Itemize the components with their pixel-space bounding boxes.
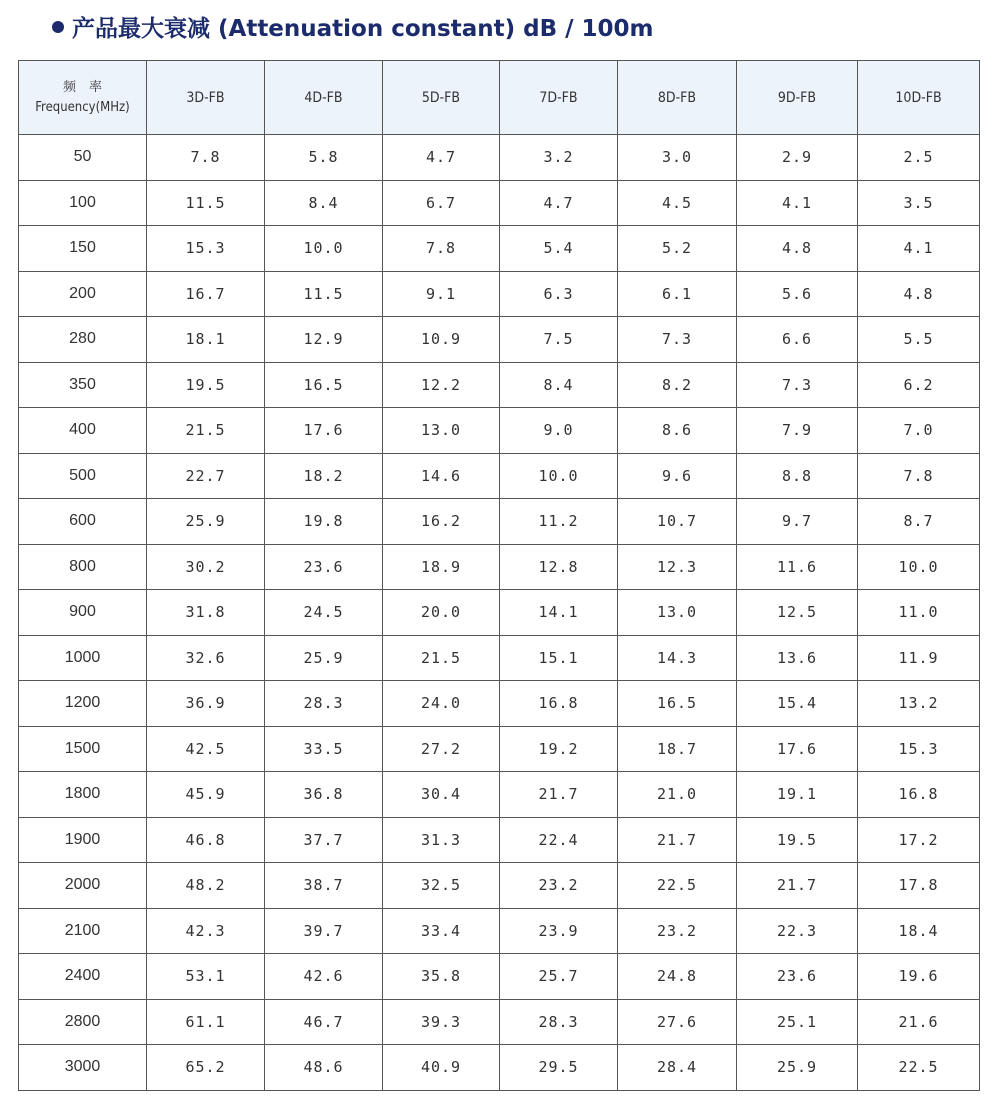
attenuation-value-cell: 18.7 [618,726,737,772]
frequency-cell: 150 [19,226,147,272]
attenuation-value-cell: 8.4 [500,362,618,408]
attenuation-value-cell: 11.9 [858,635,980,681]
frequency-cell: 1500 [19,726,147,772]
attenuation-value-cell: 8.2 [618,362,737,408]
table-row [19,999,980,1045]
attenuation-value-cell: 23.2 [618,908,737,954]
attenuation-value-cell: 21.7 [618,817,737,863]
attenuation-value-cell: 5.6 [737,271,858,317]
frequency-cell: 2800 [19,999,147,1045]
attenuation-value-cell: 31.8 [147,590,265,636]
attenuation-value-cell: 11.5 [147,180,265,226]
table-row [19,772,980,818]
attenuation-value-cell: 8.7 [858,499,980,545]
frequency-header-cn: 频 率 [62,79,102,95]
attenuation-value-cell: 45.9 [147,772,265,818]
attenuation-value-cell: 6.2 [858,362,980,408]
attenuation-value-cell: 42.5 [147,726,265,772]
attenuation-value-cell: 13.0 [383,408,500,454]
frequency-cell: 900 [19,590,147,636]
attenuation-value-cell: 10.0 [500,453,618,499]
frequency-cell: 2100 [19,908,147,954]
attenuation-value-cell: 19.5 [147,362,265,408]
attenuation-value-cell: 7.0 [858,408,980,454]
attenuation-value-cell: 23.6 [265,544,383,590]
attenuation-value-cell: 5.2 [618,226,737,272]
frequency-cell: 2400 [19,954,147,1000]
attenuation-value-cell: 18.1 [147,317,265,363]
attenuation-value-cell: 61.1 [147,999,265,1045]
attenuation-value-cell: 12.2 [383,362,500,408]
attenuation-value-cell: 4.7 [383,135,500,181]
attenuation-value-cell: 38.7 [265,863,383,909]
attenuation-value-cell: 12.9 [265,317,383,363]
attenuation-value-cell: 16.5 [265,362,383,408]
attenuation-value-cell: 3.5 [858,180,980,226]
frequency-cell: 1800 [19,772,147,818]
attenuation-value-cell: 4.1 [737,180,858,226]
attenuation-value-cell: 22.4 [500,817,618,863]
attenuation-value-cell: 42.3 [147,908,265,954]
header-row [19,61,980,135]
attenuation-value-cell: 35.8 [383,954,500,1000]
attenuation-value-cell: 28.3 [500,999,618,1045]
column-header: 5D-FB [383,61,500,135]
attenuation-value-cell: 31.3 [383,817,500,863]
frequency-cell: 400 [19,408,147,454]
attenuation-value-cell: 6.7 [383,180,500,226]
attenuation-value-cell: 21.5 [383,635,500,681]
attenuation-value-cell: 7.8 [858,453,980,499]
attenuation-value-cell: 22.5 [858,1045,980,1091]
attenuation-value-cell: 6.1 [618,271,737,317]
attenuation-value-cell: 21.6 [858,999,980,1045]
attenuation-value-cell: 25.1 [737,999,858,1045]
attenuation-value-cell: 7.3 [618,317,737,363]
attenuation-value-cell: 21.7 [737,863,858,909]
page-title [52,12,654,46]
attenuation-value-cell: 13.0 [618,590,737,636]
table-row [19,1045,980,1091]
attenuation-value-cell: 30.4 [383,772,500,818]
attenuation-value-cell: 8.4 [265,180,383,226]
attenuation-value-cell: 39.3 [383,999,500,1045]
frequency-cell: 1200 [19,681,147,727]
attenuation-value-cell: 46.7 [265,999,383,1045]
attenuation-value-cell: 27.2 [383,726,500,772]
attenuation-value-cell: 23.2 [500,863,618,909]
attenuation-value-cell: 33.4 [383,908,500,954]
attenuation-value-cell: 18.4 [858,908,980,954]
table-body [19,135,980,1091]
attenuation-value-cell: 7.9 [737,408,858,454]
attenuation-value-cell: 15.4 [737,681,858,727]
attenuation-value-cell: 32.6 [147,635,265,681]
frequency-cell: 50 [19,135,147,181]
column-header: 3D-FB [147,61,265,135]
attenuation-value-cell: 16.5 [618,681,737,727]
attenuation-value-cell: 25.9 [265,635,383,681]
attenuation-value-cell: 11.2 [500,499,618,545]
attenuation-value-cell: 30.2 [147,544,265,590]
frequency-cell: 1900 [19,817,147,863]
attenuation-value-cell: 6.6 [737,317,858,363]
table-row [19,635,980,681]
attenuation-value-cell: 39.7 [265,908,383,954]
attenuation-value-cell: 8.8 [737,453,858,499]
attenuation-value-cell: 22.7 [147,453,265,499]
attenuation-value-cell: 24.5 [265,590,383,636]
frequency-cell: 100 [19,180,147,226]
attenuation-value-cell: 28.4 [618,1045,737,1091]
attenuation-value-cell: 11.5 [265,271,383,317]
attenuation-value-cell: 40.9 [383,1045,500,1091]
table-row [19,317,980,363]
attenuation-value-cell: 12.3 [618,544,737,590]
attenuation-value-cell: 22.5 [618,863,737,909]
attenuation-value-cell: 4.7 [500,180,618,226]
attenuation-value-cell: 42.6 [265,954,383,1000]
column-header: 10D-FB [858,61,980,135]
attenuation-value-cell: 10.0 [858,544,980,590]
attenuation-value-cell: 36.8 [265,772,383,818]
column-header: 4D-FB [265,61,383,135]
attenuation-value-cell: 22.3 [737,908,858,954]
column-header: 8D-FB [618,61,737,135]
attenuation-value-cell: 5.4 [500,226,618,272]
table-row [19,544,980,590]
attenuation-value-cell: 16.7 [147,271,265,317]
attenuation-value-cell: 16.8 [858,772,980,818]
table-row [19,590,980,636]
table-row [19,362,980,408]
attenuation-value-cell: 23.6 [737,954,858,1000]
table-row [19,408,980,454]
attenuation-value-cell: 7.3 [737,362,858,408]
attenuation-value-cell: 25.9 [737,1045,858,1091]
attenuation-value-cell: 7.8 [383,226,500,272]
frequency-cell: 2000 [19,863,147,909]
attenuation-value-cell: 17.6 [737,726,858,772]
table-row [19,817,980,863]
attenuation-value-cell: 65.2 [147,1045,265,1091]
attenuation-value-cell: 12.8 [500,544,618,590]
table-row [19,499,980,545]
attenuation-value-cell: 25.7 [500,954,618,1000]
attenuation-value-cell: 13.2 [858,681,980,727]
table-row [19,954,980,1000]
attenuation-value-cell: 21.0 [618,772,737,818]
bullet-icon [52,21,64,33]
attenuation-value-cell: 24.8 [618,954,737,1000]
attenuation-value-cell: 2.9 [737,135,858,181]
attenuation-value-cell: 32.5 [383,863,500,909]
attenuation-value-cell: 19.8 [265,499,383,545]
frequency-cell: 600 [19,499,147,545]
attenuation-value-cell: 29.5 [500,1045,618,1091]
frequency-header-en: Frequency(MHz) [35,99,130,115]
attenuation-value-cell: 37.7 [265,817,383,863]
attenuation-value-cell: 17.8 [858,863,980,909]
attenuation-value-cell: 3.0 [618,135,737,181]
frequency-cell: 200 [19,271,147,317]
attenuation-value-cell: 14.6 [383,453,500,499]
attenuation-value-cell: 53.1 [147,954,265,1000]
attenuation-value-cell: 23.9 [500,908,618,954]
attenuation-value-cell: 14.1 [500,590,618,636]
attenuation-value-cell: 19.2 [500,726,618,772]
attenuation-value-cell: 27.6 [618,999,737,1045]
frequency-cell: 800 [19,544,147,590]
attenuation-value-cell: 48.2 [147,863,265,909]
table-row [19,180,980,226]
attenuation-value-cell: 10.7 [618,499,737,545]
attenuation-value-cell: 46.8 [147,817,265,863]
frequency-cell: 1000 [19,635,147,681]
attenuation-value-cell: 7.5 [500,317,618,363]
attenuation-value-cell: 2.5 [858,135,980,181]
attenuation-value-cell: 36.9 [147,681,265,727]
attenuation-value-cell: 9.1 [383,271,500,317]
attenuation-value-cell: 3.2 [500,135,618,181]
attenuation-value-cell: 28.3 [265,681,383,727]
attenuation-value-cell: 7.8 [147,135,265,181]
attenuation-value-cell: 4.5 [618,180,737,226]
attenuation-table [18,60,980,1091]
table-row [19,681,980,727]
attenuation-value-cell: 11.0 [858,590,980,636]
attenuation-value-cell: 48.6 [265,1045,383,1091]
attenuation-value-cell: 4.8 [858,271,980,317]
attenuation-value-cell: 12.5 [737,590,858,636]
attenuation-value-cell: 21.5 [147,408,265,454]
page-title-text: 产品最大衰减 (Attenuation constant) dB / 100m [72,16,654,42]
table-row [19,135,980,181]
attenuation-value-cell: 16.8 [500,681,618,727]
attenuation-value-cell: 9.0 [500,408,618,454]
table-header [19,61,980,135]
attenuation-value-cell: 5.5 [858,317,980,363]
attenuation-value-cell: 13.6 [737,635,858,681]
attenuation-value-cell: 16.2 [383,499,500,545]
attenuation-value-cell: 10.9 [383,317,500,363]
column-header: 9D-FB [737,61,858,135]
attenuation-value-cell: 17.2 [858,817,980,863]
attenuation-value-cell: 10.0 [265,226,383,272]
table-row [19,226,980,272]
attenuation-value-cell: 19.5 [737,817,858,863]
attenuation-value-cell: 19.1 [737,772,858,818]
attenuation-value-cell: 11.6 [737,544,858,590]
frequency-cell: 280 [19,317,147,363]
attenuation-value-cell: 17.6 [265,408,383,454]
frequency-cell: 350 [19,362,147,408]
frequency-column-header [19,61,147,135]
frequency-cell: 3000 [19,1045,147,1091]
attenuation-value-cell: 15.3 [858,726,980,772]
table-row [19,908,980,954]
attenuation-value-cell: 24.0 [383,681,500,727]
column-header: 7D-FB [500,61,618,135]
attenuation-value-cell: 4.8 [737,226,858,272]
attenuation-value-cell: 8.6 [618,408,737,454]
attenuation-value-cell: 4.1 [858,226,980,272]
table-row [19,726,980,772]
table-row [19,271,980,317]
attenuation-value-cell: 9.7 [737,499,858,545]
attenuation-value-cell: 15.1 [500,635,618,681]
attenuation-value-cell: 5.8 [265,135,383,181]
attenuation-value-cell: 21.7 [500,772,618,818]
attenuation-value-cell: 19.6 [858,954,980,1000]
attenuation-value-cell: 15.3 [147,226,265,272]
attenuation-value-cell: 33.5 [265,726,383,772]
frequency-cell: 500 [19,453,147,499]
table-row [19,453,980,499]
table-row [19,863,980,909]
attenuation-value-cell: 9.6 [618,453,737,499]
attenuation-value-cell: 25.9 [147,499,265,545]
attenuation-value-cell: 20.0 [383,590,500,636]
attenuation-value-cell: 18.2 [265,453,383,499]
attenuation-value-cell: 6.3 [500,271,618,317]
attenuation-value-cell: 18.9 [383,544,500,590]
attenuation-value-cell: 14.3 [618,635,737,681]
